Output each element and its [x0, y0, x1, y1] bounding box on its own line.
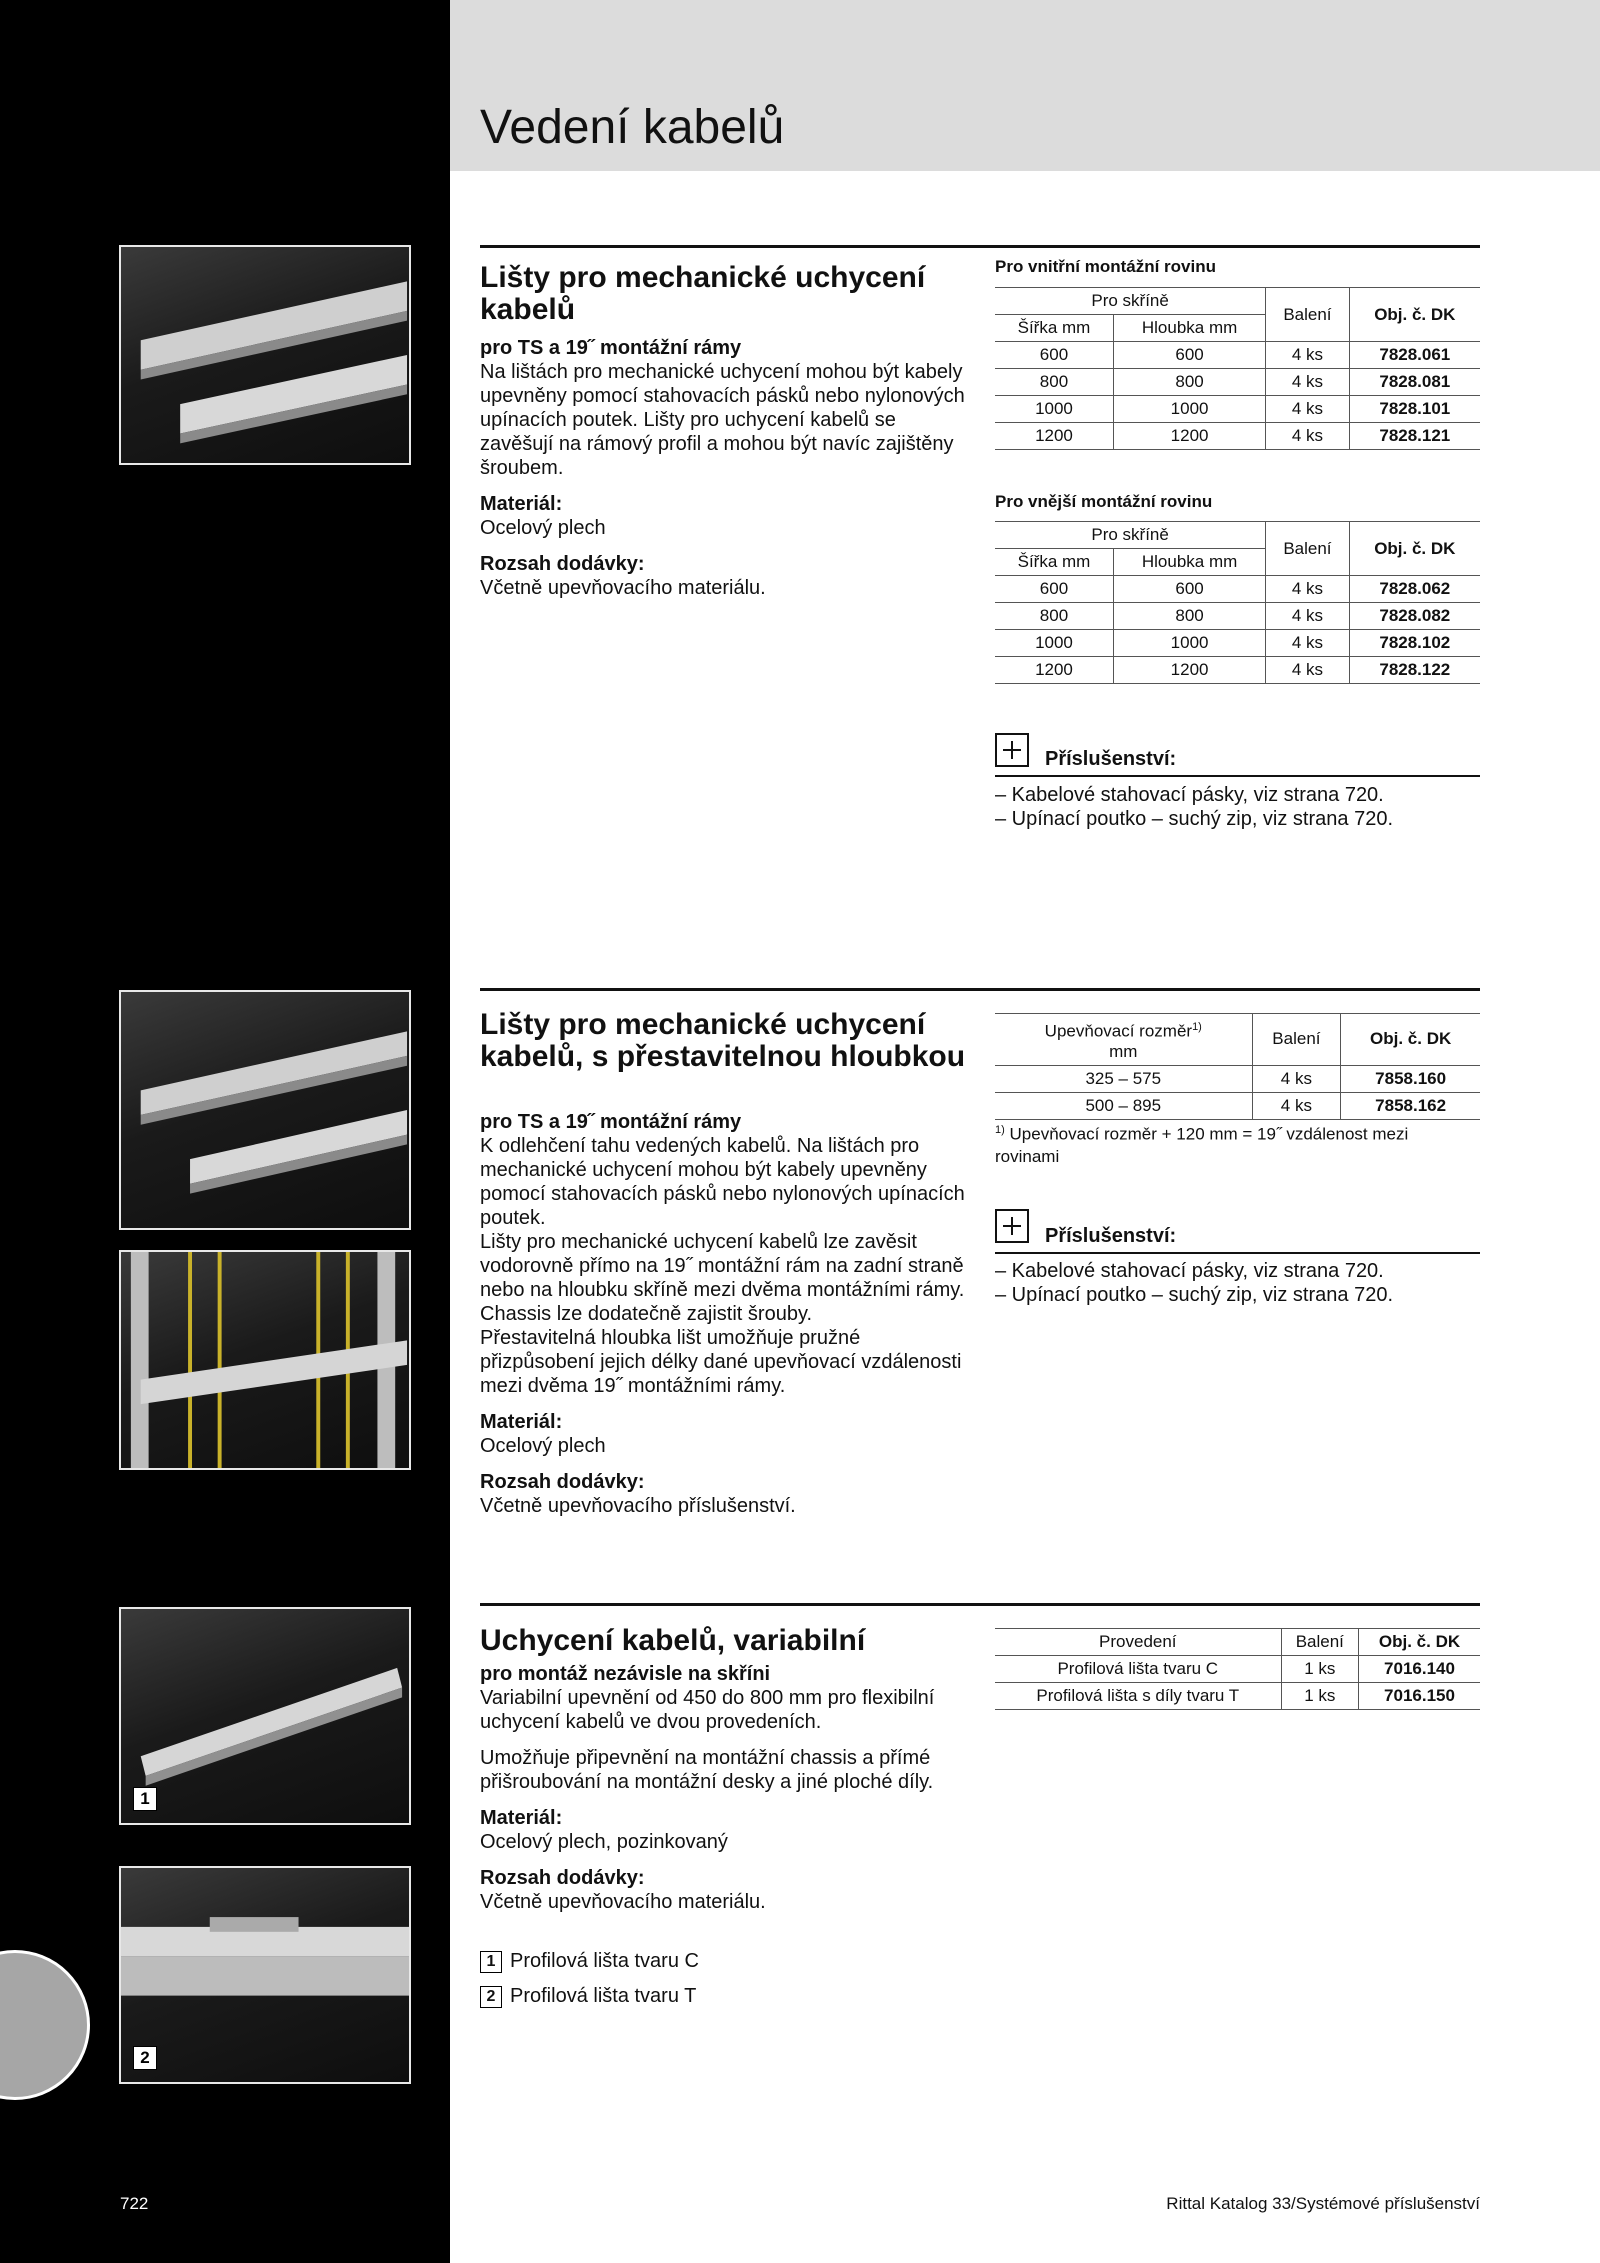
- scope-value: Včetně upevňovacího materiálu.: [480, 1891, 766, 1913]
- table-cell: 1000: [1113, 396, 1265, 423]
- table-cell: 600: [1113, 576, 1265, 603]
- table-cell: 800: [1113, 369, 1265, 396]
- catalog-footer: Rittal Katalog 33/Systémové příslušenství: [1166, 2194, 1480, 2213]
- table-cell: 1000: [995, 630, 1113, 657]
- table-header: Obj. č. DK: [1359, 1629, 1480, 1656]
- table-cell: 7828.121: [1349, 423, 1480, 450]
- section-subheading: pro TS a 19˝ montážní rámy: [480, 337, 742, 359]
- table-row: [995, 369, 1480, 396]
- table-cell: 1200: [995, 657, 1113, 684]
- table-row: [995, 630, 1480, 657]
- table-header: Obj. č. DK: [1349, 522, 1480, 576]
- table-cell: 7858.160: [1341, 1065, 1480, 1092]
- list-item: – Kabelové stahovací pásky, viz strana 720.: [995, 784, 1384, 806]
- table-header: Obj. č. DK: [1349, 288, 1480, 342]
- scope-label: Rozsah dodávky:: [480, 1867, 645, 1889]
- spec-table-adjustable: [995, 1013, 1480, 1120]
- table-cell: 1000: [1113, 630, 1265, 657]
- section-subheading: pro montáž nezávisle na skříni: [480, 1663, 771, 1685]
- table-cell: 7828.122: [1349, 657, 1480, 684]
- footnote-marker: 1): [1192, 1021, 1202, 1033]
- material-value: Ocelový plech: [480, 1435, 606, 1457]
- material-label: Materiál:: [480, 1807, 563, 1829]
- table-cell: 4 ks: [1266, 603, 1349, 630]
- table-header: Pro skříně: [995, 522, 1266, 549]
- table-cell: 1 ks: [1281, 1683, 1358, 1710]
- scope-label: Rozsah dodávky:: [480, 1471, 645, 1493]
- photo-number-badge: 2: [133, 2046, 157, 2070]
- variant-item: [480, 1950, 699, 1973]
- table-cell: 7828.101: [1349, 396, 1480, 423]
- table-cell: 7858.162: [1341, 1092, 1480, 1119]
- section-description: K odlehčení tahu vedených kabelů. Na lištách pro mechanické uchycení mohou být kabely upevněny pomocí stahovacích pásků nebo nylonových upínacích poutek.: [480, 1135, 965, 1229]
- material-label: Materiál:: [480, 493, 563, 515]
- table-row: [995, 396, 1480, 423]
- spec-table-outer: [995, 521, 1480, 684]
- table-header: Pro skříně: [995, 288, 1266, 315]
- table-cell: 4 ks: [1266, 342, 1349, 369]
- section-description: Na lištách pro mechanické uchycení mohou být kabely upevněny pomocí stahovacích pásků nebo nylonových upínacích poutek. Lišty pro uchycení kabelů se zavěšují na rámový profil a mohou být navíc zajištěny šroubem.: [480, 361, 965, 479]
- material-label: Materiál:: [480, 1411, 563, 1433]
- table-cell: 500 – 895: [995, 1092, 1252, 1119]
- scope-label: Rozsah dodávky:: [480, 553, 645, 575]
- accessories-label: Příslušenství:: [1045, 1225, 1177, 1247]
- table-row: [995, 1092, 1480, 1119]
- table-cell: 7828.082: [1349, 603, 1480, 630]
- table-row: [995, 1656, 1480, 1683]
- section-text: [480, 1110, 970, 1518]
- section-text: [480, 1662, 970, 1914]
- section-description: Lišty pro mechanické uchycení kabelů lze zavěsit vodorovně přímo na 19˝ montážní rám na zadní straně nebo na hloubku skříně mezi dvěma montážními rámy. Chassis lze dodatečně zajistit šrouby.: [480, 1231, 965, 1325]
- product-photo-rail-in-rack: [119, 1250, 411, 1470]
- table-cell: 4 ks: [1252, 1065, 1341, 1092]
- table-cell: 7016.150: [1359, 1683, 1480, 1710]
- table-caption: Pro vnější montážní rovinu: [995, 492, 1213, 511]
- table-header: Provedení: [995, 1629, 1281, 1656]
- scope-value: Včetně upevňovacího příslušenství.: [480, 1495, 796, 1517]
- table-cell: 600: [995, 342, 1113, 369]
- section-divider: [480, 988, 1480, 991]
- variant-label: Profilová lišta tvaru C: [510, 1950, 699, 1972]
- table-cell: 1 ks: [1281, 1656, 1358, 1683]
- table-cell: 1200: [1113, 657, 1265, 684]
- table-cell: 325 – 575: [995, 1065, 1252, 1092]
- table-row: [995, 603, 1480, 630]
- table-header: Šířka mm: [995, 549, 1113, 576]
- page-title: Vedení kabelů: [480, 101, 785, 154]
- variant-number: 1: [480, 1951, 502, 1973]
- table-header: Balení: [1266, 288, 1349, 342]
- section-divider: [480, 245, 1480, 248]
- table-cell: 4 ks: [1266, 396, 1349, 423]
- product-photo-t-profile: [119, 1866, 411, 2084]
- plus-icon: [995, 1209, 1029, 1243]
- table-caption: Pro vnitřní montážní rovinu: [995, 257, 1217, 276]
- accessories-list: [995, 783, 1415, 831]
- table-cell: 7828.061: [1349, 342, 1480, 369]
- table-cell: Profilová lišta s díly tvaru T: [995, 1683, 1281, 1710]
- scope-value: Včetně upevňovacího materiálu.: [480, 577, 766, 599]
- table-cell: 600: [995, 576, 1113, 603]
- table-header: Balení: [1281, 1629, 1358, 1656]
- table-row: [995, 1683, 1480, 1710]
- section-description: Variabilní upevnění od 450 do 800 mm pro flexibilní uchycení kabelů ve dvou provedeních.: [480, 1687, 935, 1733]
- table-row: [995, 657, 1480, 684]
- variant-item: [480, 1985, 696, 2008]
- table-cell: Profilová lišta tvaru C: [995, 1656, 1281, 1683]
- table-header: Hloubka mm: [1113, 315, 1265, 342]
- table-row: [995, 423, 1480, 450]
- product-photo-cable-rail: [119, 245, 411, 465]
- list-item: – Upínací poutko – suchý zip, viz strana 720.: [995, 1284, 1393, 1306]
- table-footnote: [995, 1119, 1415, 1168]
- table-header: Balení: [1266, 522, 1349, 576]
- table-row: [995, 1065, 1480, 1092]
- material-value: Ocelový plech, pozinkovaný: [480, 1831, 728, 1853]
- table-header: Balení: [1252, 1014, 1341, 1066]
- table-cell: 4 ks: [1266, 576, 1349, 603]
- accessories-divider: [995, 775, 1480, 777]
- table-cell: 800: [1113, 603, 1265, 630]
- page-number: 722: [120, 2194, 149, 2213]
- section-divider: [480, 1603, 1480, 1606]
- section-subheading: pro TS a 19˝ montážní rámy: [480, 1111, 742, 1133]
- section-description: Umožňuje připevnění na montážní chassis a přímé přišroubování na montážní desky a jiné ploché díly.: [480, 1747, 934, 1793]
- photo-number-badge: 1: [133, 1787, 157, 1811]
- table-cell: 7016.140: [1359, 1656, 1480, 1683]
- variant-number: 2: [480, 1986, 502, 2008]
- spec-table-inner: [995, 287, 1480, 450]
- section-text: [480, 336, 970, 600]
- table-header: Šířka mm: [995, 315, 1113, 342]
- table-cell: 600: [1113, 342, 1265, 369]
- table-cell: 1000: [995, 396, 1113, 423]
- dim-header-unit: mm: [1109, 1041, 1138, 1061]
- accessories-label: Příslušenství:: [1045, 748, 1177, 770]
- accessories-list: [995, 1259, 1415, 1307]
- variant-label: Profilová lišta tvaru T: [510, 1985, 697, 2007]
- table-row: [995, 576, 1480, 603]
- table-row: [995, 342, 1480, 369]
- material-value: Ocelový plech: [480, 517, 606, 539]
- table-cell: 4 ks: [1266, 423, 1349, 450]
- accessories-divider: [995, 1252, 1480, 1254]
- list-item: – Kabelové stahovací pásky, viz strana 720.: [995, 1260, 1384, 1282]
- table-cell: 7828.102: [1349, 630, 1480, 657]
- table-cell: 800: [995, 369, 1113, 396]
- section-heading: Uchycení kabelů, variabilní: [480, 1624, 866, 1657]
- table-header: Obj. č. DK: [1341, 1014, 1480, 1066]
- section-heading: Lišty pro mechanické uchycení kabelů: [480, 261, 926, 326]
- table-header: Hloubka mm: [1113, 549, 1265, 576]
- table-cell: 1200: [995, 423, 1113, 450]
- table-cell: 4 ks: [1266, 369, 1349, 396]
- plus-icon: [995, 733, 1029, 767]
- table-cell: 4 ks: [1252, 1092, 1341, 1119]
- table-cell: 7828.081: [1349, 369, 1480, 396]
- spec-table-variable: [995, 1628, 1480, 1710]
- table-cell: 4 ks: [1266, 630, 1349, 657]
- table-header: [995, 1014, 1252, 1066]
- table-cell: 4 ks: [1266, 657, 1349, 684]
- list-item: – Upínací poutko – suchý zip, viz strana 720.: [995, 808, 1393, 830]
- table-cell: 800: [995, 603, 1113, 630]
- table-cell: 7828.062: [1349, 576, 1480, 603]
- section-heading: Lišty pro mechanické uchycení kabelů, s přestavitelnou hloubkou: [480, 1008, 966, 1073]
- product-photo-adjustable-rail: [119, 990, 411, 1230]
- footnote-marker: 1): [995, 1124, 1005, 1136]
- product-photo-c-profile: [119, 1607, 411, 1825]
- section-description: Přestavitelná hloubka lišt umožňuje pružné přizpůsobení jejich délky dané upevňovací vzdálenosti mezi dvěma 19˝ montážními rámy.: [480, 1327, 962, 1397]
- footnote-text: Upevňovací rozměr + 120 mm = 19˝ vzdálenost mezi rovinami: [995, 1124, 1409, 1166]
- dim-header-text: Upevňovací rozměr: [1044, 1021, 1193, 1041]
- table-cell: 1200: [1113, 423, 1265, 450]
